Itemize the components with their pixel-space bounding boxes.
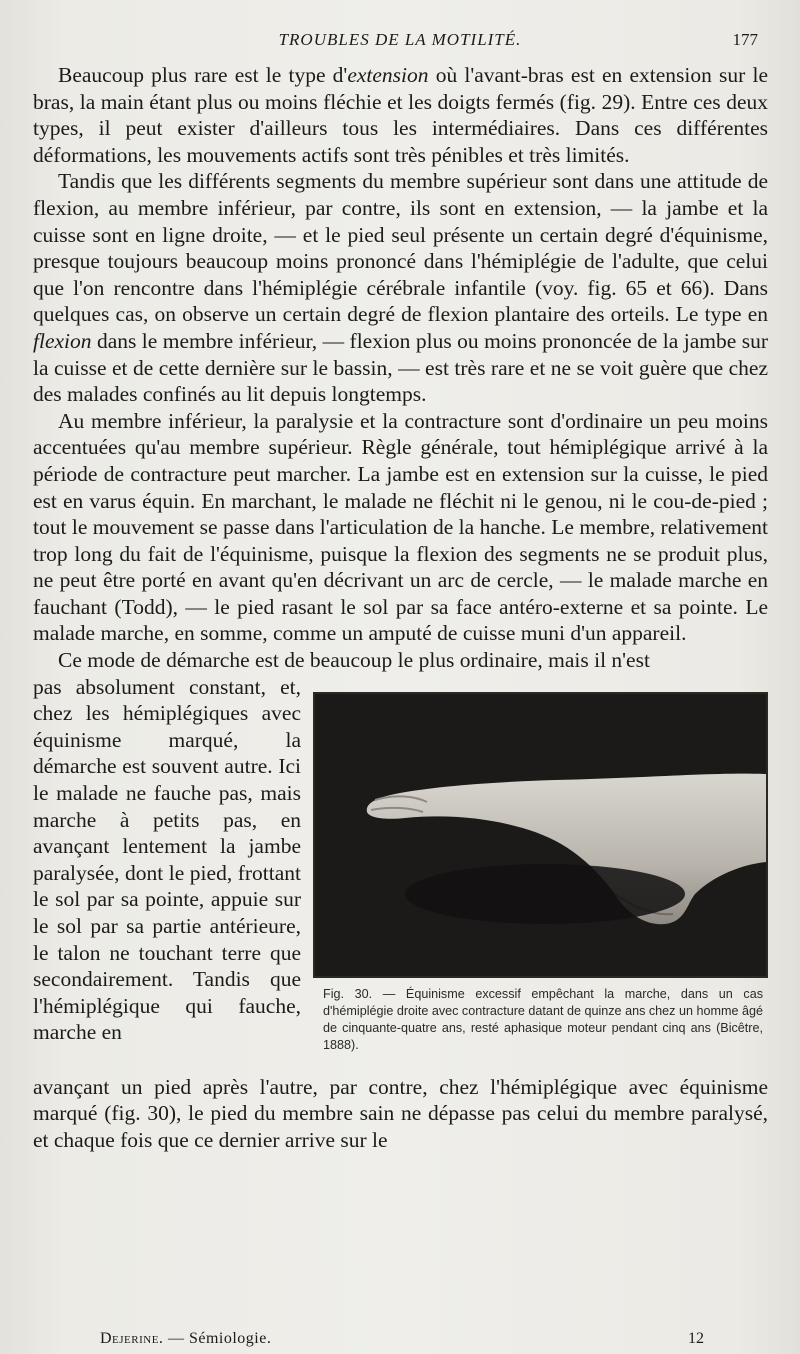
signature-mark: 12 — [688, 1330, 704, 1347]
page-number: 177 — [732, 30, 758, 49]
paragraph-extension-type: Beaucoup plus rare est le type d'extension où l'avant-bras est en extension sur le bras, la main étant plus ou moins fléchie et les doigts fermés (fig. 29). Entre ces deux types, il peut exister d'ailleurs tous les intermédiaires. Dans ces différentes déformations, les mouvements actifs sont très pénibles et très limités. — [33, 63, 768, 167]
paragraph-gait-mode: Ce mode de démarche est de beaucoup le plus ordinaire, mais il n'est — [58, 648, 650, 673]
paragraph-final-text: avançant un pied après l'autre, par contre, chez l'hémiplégique avec équinisme marqué (fig. 30), le pied du membre sain ne dépasse pas celui du membre paralysé, et chaque fois que ce dernier arrive sur le — [33, 1074, 768, 1152]
running-head — [0, 30, 800, 54]
figure-30 — [313, 692, 768, 1068]
footer-work: Sémiologie. — [188, 1330, 272, 1347]
paragraph-lower-limb: Tandis que les différents segments du membre supérieur sont dans une attitude de flexion, au membre inférieur, par contre, ils sont en extension, — la jambe et la cuisse sont en ligne droite, — et le pied seul présente un certain degré d'équinisme, presque toujours beaucoup moins prononcé dans l'hémiplégie de l'adulte, que celui que l'on rencontre dans l'hémiplégie cérébrale infantile (voy. fig. 65 et 66). Dans quelques cas, on observe un certain degré de flexion plantaire des orteils. Le type en flexion dans le membre inférieur, — flexion plus ou moins prononcée de la jambe sur la cuisse et de cette dernière sur le bassin, — est très rare et ne se voit guère que chez des malades confinés au lit depuis longtemps. — [33, 169, 768, 407]
paragraph-wrap-text: pas absolument constant, et, chez les hémiplégiques avec équinisme marqué, la démarche est souvent autre. Ici le malade ne fauche pas, mais marche à petits pas, en avançant lentement la jambe paralysée, dont le pied, frottant le sol par sa pointe, appuie sur le sol par sa partie antérieure, le talon ne touchant terre que secondairement. Tandis que l'hémiplégique qui fauche, marche en — [33, 674, 301, 1045]
footer-author: Dejerine. — [100, 1330, 164, 1347]
figure-caption: Fig. 30. — Équinisme excessif empêchant la marche, dans un cas d'hémiplégie droite avec contracture datant de quinze ans chez un homme âgé de cinquante-quatre ans, resté aphasique moteur pendant cinq ans (Bicêtre, 1888). — [323, 986, 763, 1052]
foot-photo-illustration — [315, 694, 766, 976]
emphasis-flexion: flexion — [33, 328, 92, 353]
body-text — [33, 62, 768, 1153]
figure-photo — [313, 692, 768, 978]
running-head-title: TROUBLES DE LA MOTILITÉ. — [278, 30, 522, 49]
paragraph-gait: Au membre inférieur, la paralysie et la contracture sont d'ordinaire un peu moins accentuées qu'au membre supérieur. Règle générale, tout hémiplégique arrivé à la période de contracture peut marcher. La jambe est en extension sur la cuisse, le pied est en varus équin. En marchant, le malade ne fléchit ni le genou, ni le cou-de-pied ; tout le mouvement se passe dans l'articulation de la hanche. Le membre, relativement trop long du fait de l'équinisme, puisque la flexion des segments ne se produit plus, ne peut être porté en avant qu'en décrivant un arc de cercle, — le malade marche en fauchant (Todd), — le pied rasant le sol par sa face antéro-externe et sa pointe. Le malade marche, en somme, comme un amputé de cuisse muni d'un appareil. — [33, 408, 768, 646]
page-footer — [0, 1330, 800, 1352]
emphasis-extension: extension — [347, 63, 429, 87]
footer-source: Dejerine. — Sémiologie. — [100, 1330, 272, 1347]
